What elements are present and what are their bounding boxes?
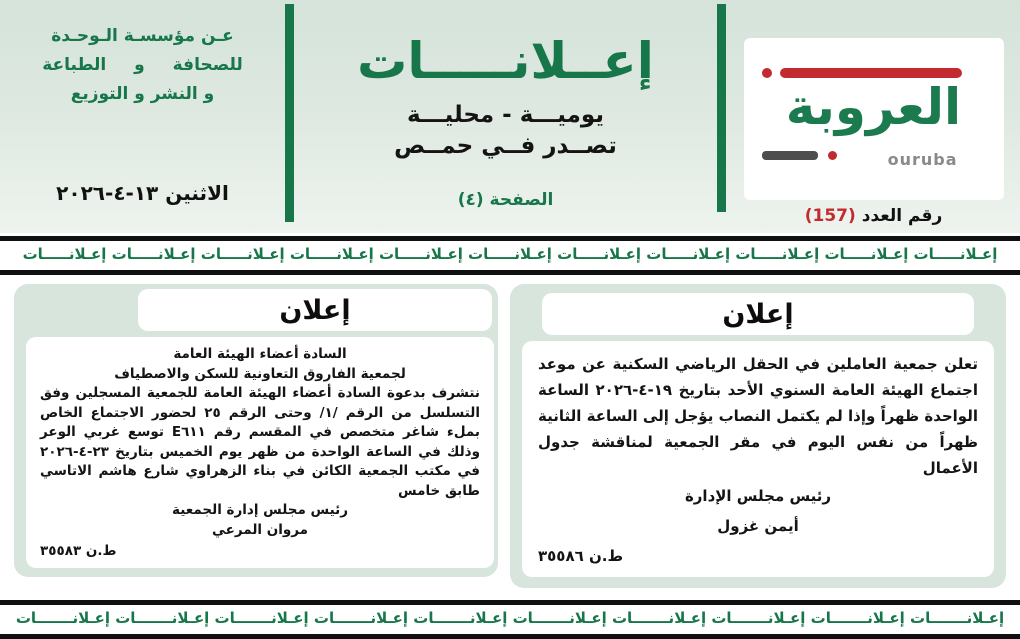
issue-date: الاثنين ١٣-٤-٢٠٢٦ xyxy=(56,181,229,205)
issue-number-label: رقم العدد xyxy=(861,206,943,226)
issue-number-line xyxy=(727,206,1020,226)
logo-latin-wordmark: ouruba xyxy=(887,150,958,169)
newspaper-header xyxy=(0,0,1020,233)
logo-red-dot-icon xyxy=(828,151,837,160)
ad-body xyxy=(26,337,494,568)
publisher-line-3: و النشر و التوزيع xyxy=(70,84,215,104)
logo-panel xyxy=(727,0,1020,233)
logo-red-bar xyxy=(780,68,962,78)
ad-title: إعلان xyxy=(542,293,974,335)
signature-name: أيمن غزول xyxy=(717,517,799,535)
advertisements-row xyxy=(0,284,1020,588)
ads-banner-top: إعـلانـــــات إعـلانـــــات إعـلانـــــات إعـلانـــــات إعـلانـــــات إعـلانـــــات إعـلانـــــات إعـلانـــــات إعـلانـــــات إعـلانـــــات إعـلانـــــات xyxy=(0,236,1020,275)
ad-reference-number: ط.ن ٣٥٥٨٣ xyxy=(40,543,117,559)
ad-text: تعلن جمعية العاملين في الحقل الرياضي السكنية عن موعد اجتماع الهيئة العامة السنوي الأحد بتاريخ ١٩-٤-٢٠٢٦ الساعة الواحدة ظهراً وإذا لم يكتمل النصاب يؤجل إلى الساعة الثانية ظهراً من نفس اليوم في مقر الجمعية لمناقشة جدول الأعمال xyxy=(538,355,978,477)
issue-number-value: (157) xyxy=(804,206,856,226)
ad-title: إعلان xyxy=(138,289,492,331)
ad-text: نتشرف بدعوة السادة أعضاء الهيئة العامة للجمعية المسجلين وفق التسلسل من الرقم /١/ وحتى الرقم ٢٥ لحضور الاجتماع الخاص بملء شاغر متخصص في المقسم رقم E٦١١ توسع غربي الوعر وذلك في الساعة الواحدة من ظهر يوم الخميس بتاريخ ٢٣-٤-٢٠٢٦ في مكتب الجمعية الكائن في بناء الزهراوي شارع هاشم الاتاسي طابق خامس xyxy=(40,385,480,499)
ad-heading-1: السادة أعضاء الهيئة العامة xyxy=(173,346,347,362)
header-divider-right xyxy=(717,4,726,212)
logo-arabic-wordmark: العروبة xyxy=(785,78,962,136)
ads-banner-bottom: إعـلانـــــــات إعـلانـــــــات إعـلانـــــــات إعـلانـــــــات إعـلانـــــــات إعـلانـــــــات إعـلانـــــــات إعـلانـــــــات إعـلانـــــــات إعـلانـــــــات xyxy=(0,600,1020,639)
header-divider-left xyxy=(285,4,294,222)
subtitle-frequency: يوميـــة - محليـــة xyxy=(407,102,604,128)
signature-title: رئيس مجلس إدارة الجمعية xyxy=(172,502,348,518)
logo-gray-bar xyxy=(762,151,818,160)
publisher-line-2: للصحافة و الطباعة xyxy=(42,55,243,75)
advertisement-farouq-cooperative xyxy=(14,284,498,577)
ad-body xyxy=(522,341,994,577)
signature-title: رئيس مجلس الإدارة xyxy=(684,487,832,505)
ad-heading-2: لجمعية الفاروق التعاونية للسكن والاصطياف xyxy=(114,365,406,382)
masthead-center xyxy=(294,0,717,233)
publisher-text xyxy=(0,0,285,109)
publisher-line-1: عـن مؤسسـة الـوحـدة xyxy=(51,26,234,46)
advertisement-sports-field-association xyxy=(510,284,1006,588)
subtitle-city: تصــدر فــي حمــص xyxy=(394,133,617,159)
signature-name: مروان المرعي xyxy=(211,521,309,538)
logo-red-dot-icon xyxy=(762,68,772,78)
ad-reference-number: ط.ن ٣٥٥٨٦ xyxy=(538,547,624,565)
page-title: إعــلانـــــات xyxy=(357,32,654,90)
newspaper-logo xyxy=(744,38,1004,200)
page-number-label: الصفحة (٤) xyxy=(457,190,554,210)
publisher-panel xyxy=(0,0,285,233)
